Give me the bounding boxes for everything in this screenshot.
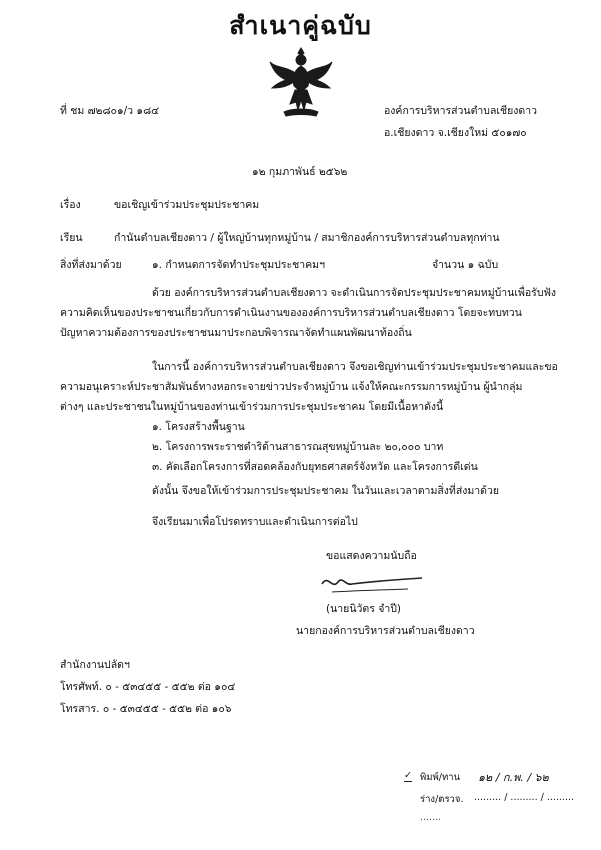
list-item: ๒. โครงการพระราชดำริด้านสาธารณสุขหมู่บ้านละ ๒๐,๐๐๐ บาท: [152, 441, 444, 453]
org-address: อ.เชียงดาว จ.เชียงใหม่ ๕๐๑๗๐: [384, 127, 527, 139]
org-name: องค์การบริหารส่วนตำบลเชียงดาว: [384, 105, 538, 117]
enclosure-text: ๑. กำหนดการจัดทำประชุมประชาคมฯ: [152, 259, 325, 271]
closing-paragraph-1: ดังนั้น จึงขอให้เข้าร่วมการประชุมประชาคม ในวันและเวลาตามสิ่งที่ส่งมาด้วย: [152, 485, 500, 497]
office-name: สำนักงานปลัดฯ: [60, 659, 130, 671]
drafted-label: ร่าง/ตรวจ.: [420, 794, 464, 805]
handwritten-signature: [318, 564, 428, 600]
to-label: เรียน: [60, 232, 83, 244]
list-item: ๓. คัดเลือกโครงการที่สอดคล้องกับยุทธศาสตร์จังหวัด และโครงการดีเด่น: [152, 461, 478, 473]
paragraph-2-line-2: ความอนุเคราะห์ประชาสัมพันธ์ทางหอกระจายข่าวประจำหมู่บ้าน แจ้งให้คณะกรรมการหมู่บ้าน ผู้นำกลุ่ม: [60, 381, 523, 393]
regards-text: ขอแสดงความนับถือ: [326, 550, 417, 562]
paragraph-1-line-3: ปัญหาความต้องการของประชาชนมาประกอบพิจารณาจัดทำแผนพัฒนาท้องถิ่น: [60, 327, 412, 339]
signatory-position: นายกองค์การบริหารส่วนตำบลเชียงดาว: [296, 625, 475, 637]
typed-label: พิมพ์/ทาน: [420, 772, 461, 783]
enclosure-quantity: จำนวน ๑ ฉบับ: [432, 259, 499, 271]
enclosure-label: สิ่งที่ส่งมาด้วย: [60, 259, 122, 271]
list-item: ๑. โครงสร้างพื้นฐาน: [152, 421, 245, 433]
to-text: กำนันตำบลเชียงดาว / ผู้ใหญ่บ้านทุกหมู่บ้าน / สมาชิกองค์การบริหารส่วนตำบลทุกท่าน: [114, 232, 500, 244]
paragraph-2-line-1: ในการนี้ องค์การบริหารส่วนตำบลเชียงดาว จึงขอเชิญท่านเข้าร่วมประชุมประชาคมและขอ: [152, 361, 558, 373]
paragraph-1-line-1: ด้วย องค์การบริหารส่วนตำบลเชียงดาว จะดำเนินการจัดประชุมประชาคมหมู่บ้านเพื่อรับฟัง: [152, 287, 557, 299]
document-date: ๑๒ กุมภาพันธ์ ๒๕๖๒: [252, 166, 348, 178]
footer-extra: .......: [420, 812, 442, 823]
document-title: สำเนาคู่ฉบับ: [229, 11, 372, 40]
subject-label: เรื่อง: [60, 199, 81, 211]
paragraph-1-line-2: ความคิดเห็นของประชาชนเกี่ยวกับการดำเนินงานขององค์การบริหารส่วนตำบลเชียงดาว โดยจะทบทวน: [60, 307, 522, 319]
document-number: ที่ ชม ๗๒๘๐๑/ว ๑๘๔: [60, 105, 160, 117]
fax-number: โทรสาร. ๐ - ๕๓๔๕๕ - ๕๕๒ ต่อ ๑๐๖: [60, 703, 232, 715]
paragraph-2-line-3: ต่างๆ และประชาชนในหมู่บ้านของท่านเข้าร่วมการประชุมประชาคม โดยมีเนื้อหาดังนี้: [60, 401, 444, 413]
garuda-emblem-icon: [268, 44, 334, 120]
drafted-blank: ......... / ......... / .........: [474, 792, 575, 803]
phone-number: โทรศัพท์. ๐ - ๕๓๔๕๕ - ๕๕๒ ต่อ ๑๐๔: [60, 681, 236, 693]
typed-initial-mark: ✓: [404, 770, 412, 781]
subject-text: ขอเชิญเข้าร่วมประชุมประชาคม: [114, 199, 260, 211]
typed-date: ๑๒ / ก.พ. / ๖๒: [478, 771, 549, 784]
closing-paragraph-2: จึงเรียนมาเพื่อโปรดทราบและดำเนินการต่อไป: [152, 516, 358, 528]
signatory-name: (นายนิวัตร จำปี): [326, 603, 402, 615]
